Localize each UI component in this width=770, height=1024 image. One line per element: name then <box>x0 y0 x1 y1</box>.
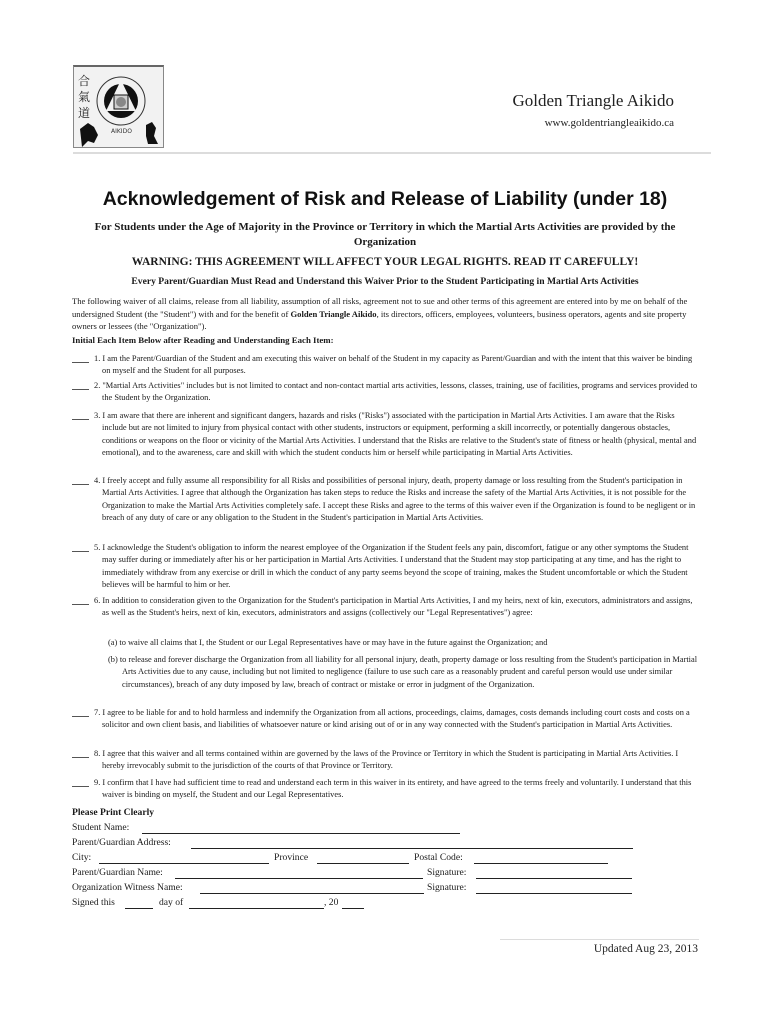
guardian-name-label: Parent/Guardian Name: <box>72 867 163 878</box>
intro-text-end: , its directors, officers, employees, volunteers, business operators, agents and site property owners or lessees (the "Organization"). <box>72 308 687 331</box>
item-number: 6. <box>94 596 101 605</box>
student-name-row <box>72 822 472 836</box>
address-label: Parent/Guardian Address: <box>72 837 171 848</box>
signed-this-label: Signed this <box>72 897 115 908</box>
address-field[interactable] <box>191 837 633 849</box>
waiver-item-2 <box>72 380 700 405</box>
province-label: Province <box>274 852 309 863</box>
item-number: 4. <box>94 476 101 485</box>
postal-code-field[interactable] <box>474 852 608 864</box>
intro-org-name: Golden Triangle Aikido <box>290 308 377 319</box>
guardian-row <box>72 867 642 881</box>
year-prefix-label: , 20 <box>324 897 339 908</box>
footer-divider <box>500 939 699 940</box>
parent-instruction: Every Parent/Guardian Must Read and Understand this Waiver Prior to the Student Participating in Martial Arts Activities <box>131 276 639 287</box>
initial-heading: Initial Each Item Below after Reading and Understanding Each Item: <box>72 335 334 345</box>
item-text: "Martial Arts Activities" includes but is not limited to contact and non-contact martial arts activities, lessons, classes, training, use of facilities, programs and services provided to the Student by the Organization. <box>102 381 698 403</box>
item-text: I confirm that I have had sufficient time to read and understand each term in this waiver in its entirety, and have agreed to the terms freely and voluntarily. I understand that this waiver is binding on myself, the Student and our Legal Representatives. <box>102 778 692 800</box>
item-number: 2. <box>94 381 101 390</box>
intro-text-start: The following waiver of all claims, release from all liability, assumption of all risks, agreement not to sue and other terms of this agreement are entered into by me on behalf of the undersigned Student (the "Student") with and for the benefit of <box>72 296 688 319</box>
subitem-label: (b) <box>108 655 118 664</box>
city-label: City: <box>72 852 92 863</box>
city-field[interactable] <box>99 852 269 864</box>
guardian-signature-label: Signature: <box>427 867 467 878</box>
witness-name-label: Organization Witness Name: <box>72 882 183 893</box>
day-of-label: day of <box>159 897 184 908</box>
signed-date-row <box>72 897 372 911</box>
item-text: I agree to be liable for and to hold harmless and indemnify the Organization from all actions, proceedings, claims, damages, costs demands including court costs and costs on a solicitor and own client basis, and liabilities of whatsoever nature or kind arising out of or in any way connected with the Student's participation in Martial Arts Activities. <box>102 708 690 730</box>
org-website: www.goldentriangleaikido.ca <box>544 117 674 129</box>
postal-code-label: Postal Code: <box>414 852 463 863</box>
waiver-item-1 <box>72 353 700 378</box>
waiver-item-5 <box>72 542 700 592</box>
subitem-label: (a) <box>108 638 118 647</box>
item-number: 8. <box>94 749 101 758</box>
city-row <box>72 852 642 866</box>
subitem-text: to waive all claims that I, the Student or our Legal Representatives have or may have in the future against the Organization; and <box>119 638 548 647</box>
item-text: I agree that this waiver and all terms contained within are governed by the laws of the Province or Territory in which the Student is participating in Martial Arts Activities. I hereby irrevocably submit to the jurisdiction of the courts of that Province or Territory. <box>102 749 679 771</box>
item-text: I am the Parent/Guardian of the Student and am executing this waiver on behalf of the Student in my capacity as Parent/Guardian and with the intent that this waiver be binding on myself and the Student for all purposes. <box>102 354 693 376</box>
intro-paragraph <box>72 295 702 333</box>
student-name-label: Student Name: <box>72 822 130 833</box>
aikido-emblem-icon <box>74 67 163 147</box>
svg-text:AIKIDO: AIKIDO <box>111 128 132 135</box>
signed-month-field[interactable] <box>189 897 324 909</box>
witness-name-field[interactable] <box>200 882 424 894</box>
signed-year-field[interactable] <box>342 897 364 909</box>
logo-frame <box>73 65 164 148</box>
signed-day-field[interactable] <box>125 897 153 909</box>
svg-text:氣: 氣 <box>78 90 91 104</box>
item-text: I freely accept and fully assume all responsibility for all Risks and possibilities of personal injury, death, property damage or loss resulting from the Student's participation in Martial Arts Activities. I agree that although the Organization has taken steps to reduce the Risks and increase the safety of the Martial Arts Activities, it is not possible for the Organization to make the Martial Arts Activities completely safe. I accept these Risks and agree to the terms of this waiver even if the Organization is found to be negligent or in breach of any duty of care or any obligation to the Student in the Student's participation in Martial Arts Activities. <box>102 476 696 523</box>
waiver-subitem-a <box>108 637 702 649</box>
guardian-signature-field[interactable] <box>476 867 632 879</box>
guardian-name-field[interactable] <box>175 867 423 879</box>
document-title: Acknowledgement of Risk and Release of Liability (under 18) <box>102 188 668 210</box>
witness-row <box>72 882 642 896</box>
witness-signature-label: Signature: <box>427 882 467 893</box>
waiver-subitem-b <box>108 654 702 691</box>
waiver-item-6 <box>72 595 700 620</box>
province-field[interactable] <box>317 852 409 864</box>
item-number: 9. <box>94 778 101 787</box>
item-number: 3. <box>94 411 101 420</box>
svg-text:道: 道 <box>78 106 91 120</box>
legal-warning: WARNING: THIS AGREEMENT WILL AFFECT YOUR LEGAL RIGHTS. READ IT CAREFULLY! <box>131 256 639 268</box>
item-text: I am aware that there are inherent and significant dangers, hazards and risks ("Risks") associated with the participation in Martial Arts Activities. I am aware that the Risks include but are not limited to injury from physical contact with other students, instructors or equipment, performing a skill incorrectly, or potentially dangerous obstacles, conditions or weapons on the floor or vicinity of the Martial Arts Activities. I understand that the Risks are relative to the Student's state of fitness or health (physical, mental and emotional), and to the awareness, care and skill with which the student conducts him or herself while participating in Martial Arts Activities. <box>102 411 697 458</box>
item-number: 1. <box>94 354 101 363</box>
item-text: In addition to consideration given to the Organization for the Student's participation in Martial Arts Activities, I and my heirs, next of kin, executors, administrators and assigns, as well as the Student's heirs, next of kin, executors, administrators and assigns (collectively our "Legal Representatives") agree: <box>102 596 693 618</box>
item-number: 7. <box>94 708 101 717</box>
updated-date: Updated Aug 23, 2013 <box>593 943 698 955</box>
waiver-item-8 <box>72 748 700 773</box>
witness-signature-field[interactable] <box>476 882 632 894</box>
form-heading: Please Print Clearly <box>72 807 155 818</box>
student-name-field[interactable] <box>142 822 460 834</box>
item-text: I acknowledge the Student's obligation to inform the nearest employee of the Organization if the Student feels any pain, discomfort, fatigue or any other symptoms the Student may suffer during or immediately after his or her participation in Martial Arts Activities. I understand that the Student may stop participating at any time, and has the right to immediately withdraw from any exercise or drill in which the conduct of any party seems beyond the scope of training, makes the Student uncomfortable or which the Student believes will be harmful to him or her. <box>102 543 689 590</box>
document-subtitle: For Students under the Age of Majority in the Province or Territory in which the Martial Arts Activities are provided by the Organization <box>94 221 676 248</box>
waiver-item-4 <box>72 475 700 525</box>
subitem-text: to release and forever discharge the Organization from all liability for all personal injury, death, property damage or loss resulting from the Student's participation in Martial Arts Activities due to any cause, including but not limited to negligence (failure to use such care as a reasonably prudent and careful person would use under similar circumstances), breach of any duty imposed by law, breach of contract or mistake or error in judgment of the Organization. <box>119 655 698 689</box>
address-row <box>72 837 642 851</box>
svg-text:合: 合 <box>78 74 91 88</box>
item-number: 5. <box>94 543 101 552</box>
org-name: Golden Triangle Aikido <box>512 91 674 110</box>
waiver-item-9 <box>72 777 700 802</box>
waiver-item-7 <box>72 707 700 732</box>
waiver-item-3 <box>72 410 700 460</box>
header-divider <box>73 152 711 154</box>
